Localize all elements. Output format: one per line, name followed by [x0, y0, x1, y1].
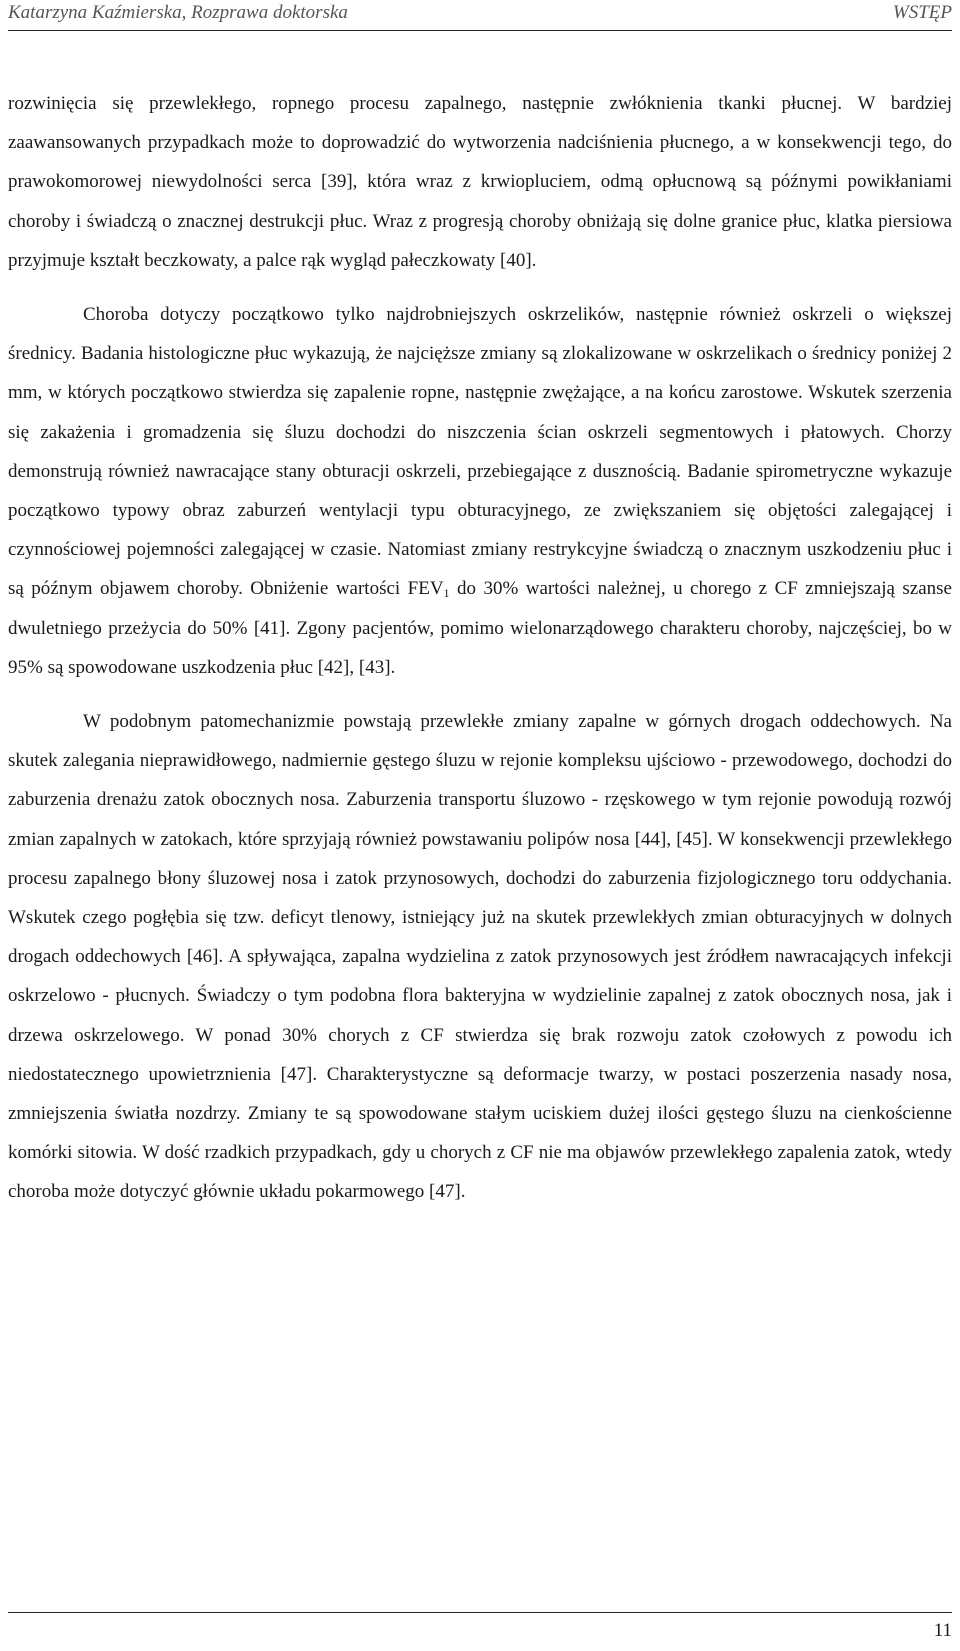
fev-subscript: 1 — [443, 586, 450, 601]
header-author-title: Katarzyna Kaźmierska, Rozprawa doktorska — [8, 2, 348, 23]
paragraph-1: rozwinięcia się przewlekłego, ropnego procesu zapalnego, następnie zwłóknienia tkanki płucnej. W bardziej zaawansowanych przypadkach może to doprowadzić do wytworzenia nadciśnienia płucnego, a w konsekwencji tego, do prawokomorowej niewydolności serca [39], która wraz z krwiopluciem, odmą opłucnową są późnymi powikłaniami choroby i świadczą o znacznej destrukcji płuc. Wraz z progresją choroby obniżają się dolne granice płuc, klatka piersiowa przyjmuje kształt beczkowaty, a palce rąk wygląd pałeczkowaty [40]. — [8, 93, 952, 271]
header-section: WSTĘP — [892, 2, 952, 23]
paragraph-2 — [8, 295, 952, 687]
page-body — [8, 84, 952, 1212]
page-number: 11 — [933, 1620, 952, 1641]
paragraph-2-part-b: do 30% wartości należnej, u chorego z CF zmniejszają szanse dwuletniego przeżycia do 50% [41]. Zgony pacjentów, pomimo wielonarządowego charakteru choroby, najczęściej, bo w 95% są spowodowane uszkodzenia płuc [42], [43]. — [8, 578, 952, 678]
running-header — [8, 0, 952, 31]
paragraph-2-part-a: Choroba dotyczy początkowo tylko najdrobniejszych oskrzelików, następnie również oskrzeli o większej średnicy. Badania histologiczne płuc wykazują, że najcięższe zmiany są zlokalizowane w oskrzelikach o średnicy poniżej 2 mm, w których początkowo stwierdza się zapalenie ropne, następnie zwężające, a na końcu zarostowe. Wskutek szerzenia się zakażenia i gromadzenia się śluzu dochodzi do niszczenia ścian oskrzeli segmentowych i płatowych. Chorzy demonstrują również nawracające stany obturacji oskrzeli, przebiegające z dusznością. Badanie spirometryczne wykazuje początkowo typowy obraz zaburzeń wentylacji typu obturacyjnego, ze zwiększaniem się objętości zalegającej i czynnościowej pojemności zalegającej w czasie. Natomiast zmiany restrykcyjne świadczą o znacznym uszkodzeniu płuc i są późnym objawem choroby. Obniżenie wartości FEV — [8, 304, 952, 600]
paragraph-3: W podobnym patomechanizmie powstają przewlekłe zmiany zapalne w górnych drogach oddechowych. Na skutek zalegania nieprawidłowego, nadmiernie gęstego śluzu w rejonie kompleksu ujściowo - przewodowego, dochodzi do zaburzenia drenażu zatok obocznych nosa. Zaburzenia transportu śluzowo - rzęskowego w tym rejonie powodują rozwój zmian zapalnych w zatokach, które sprzyjają również powstawaniu polipów nosa [44], [45]. W konsekwencji przewlekłego procesu zapalnego błony śluzowej nosa i zatok przynosowych, dochodzi do zaburzenia fizjologicznego toru oddychania. Wskutek czego pogłębia się tzw. deficyt tlenowy, istniejący już na skutek przewlekłych zmian obturacyjnych w dolnych drogach oddechowych [46]. A spływająca, zapalna wydzielina z zatok przynosowych jest źródłem nawracających infekcji oskrzelowo - płucnych. Świadczy o tym podobna flora bakteryjna w wydzielinie zapalnej z zatok obocznych nosa, jak i drzewa oskrzelowego. W ponad 30% chorych z CF stwierdza się brak rozwoju zatok czołowych z powodu ich niedostatecznego upowietrznienia [47]. Charakterystyczne są deformacje twarzy, w postaci poszerzenia nasady nosa, zmniejszenia światła nozdrzy. Zmiany te są spowodowane stałym uciskiem dużej ilości gęstego śluzu na cienkościenne komórki sitowia. W dość rzadkich przypadkach, gdy u chorych z CF nie ma objawów przewlekłego zapalenia zatok, wtedy choroba może dotyczyć głównie układu pokarmowego [47]. — [8, 711, 952, 1203]
footer-divider — [8, 1612, 952, 1613]
